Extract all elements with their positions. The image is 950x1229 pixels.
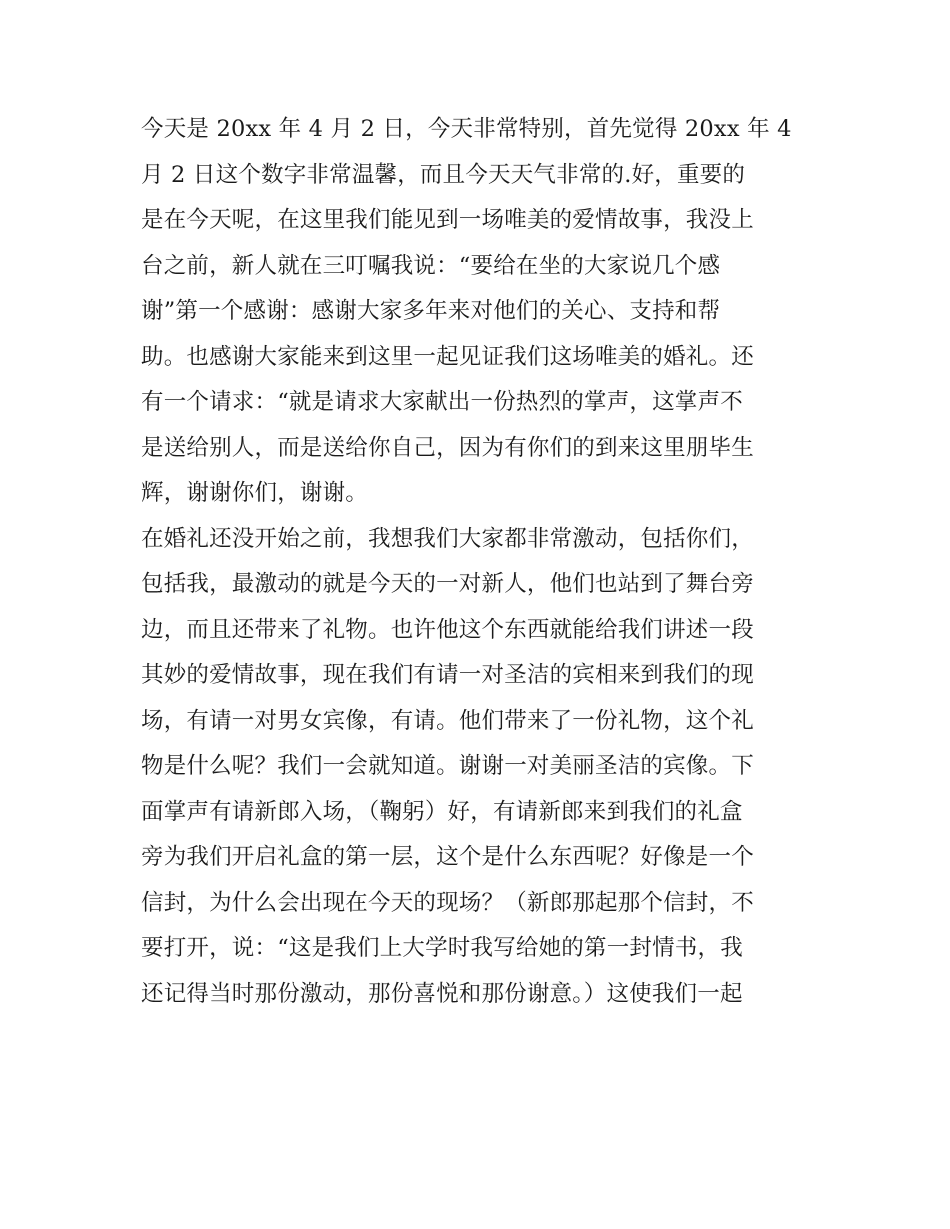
text-line-7: 有一个请求：“就是请求大家献出一份热烈的掌声，这掌声不 xyxy=(141,389,743,415)
text-line-9: 辉，谢谢你们，谢谢。 xyxy=(141,480,369,506)
text-line-12: 边，而且还带来了礼物。也许他这个东西就能给我们讲述一段 xyxy=(141,616,754,643)
text-line-4: 台之前，新人就在三叮嘱我说：“要给在坐的大家说几个感 xyxy=(141,252,721,279)
text-line-3: 是在今天呢，在这里我们能见到一场唯美的爱情故事，我没上 xyxy=(141,207,754,233)
text-line-17: 旁为我们开启礼盒的第一层，这个是什么东西呢？好像是一个 xyxy=(141,844,754,870)
text-line-15: 物是什么呢？我们一会就知道。谢谢一对美丽圣洁的宾像。下 xyxy=(141,753,754,779)
text-line-10: 在婚礼还没开始之前，我想我们大家都非常激动，包括你们， xyxy=(141,525,754,552)
text-line-1: 今天是 20xx 年 4 月 2 日，今天非常特别，首先觉得 20xx 年 4 xyxy=(141,116,792,142)
text-line-13: 其妙的爱情故事，现在我们有请一对圣洁的宾相来到我们的现 xyxy=(141,662,754,688)
text-line-18: 信封，为什么会出现在今天的现场？（新郎那起那个信封，不 xyxy=(141,889,754,916)
text-line-8: 是送给别人，而是送给你自己，因为有你们的到来这里朋毕生 xyxy=(141,434,754,461)
text-line-6: 助。也感谢大家能来到这里一起见证我们这场唯美的婚礼。还 xyxy=(141,343,754,370)
text-line-2: 月 2 日这个数字非常温馨，而且今天天气非常的.好，重要的 xyxy=(141,161,746,188)
text-line-20: 还记得当时那份激动，那份喜悦和那份谢意。）这使我们一起 xyxy=(141,980,743,1007)
body-text xyxy=(141,107,813,1017)
text-line-14: 场，有请一对男女宾像，有请。他们带来了一份礼物，这个礼 xyxy=(141,707,754,734)
text-line-16: 面掌声有请新郎入场，（鞠躬）好，有请新郎来到我们的礼盒 xyxy=(141,798,743,825)
text-line-19: 要打开，说：“这是我们上大学时我写给她的第一封情书，我 xyxy=(141,935,743,961)
text-line-11: 包括我，最激动的就是今天的一对新人，他们也站到了舞台旁 xyxy=(141,571,754,597)
text-line-5: 谢”第一个感谢：感谢大家多年来对他们的关心、支持和帮 xyxy=(141,298,721,324)
